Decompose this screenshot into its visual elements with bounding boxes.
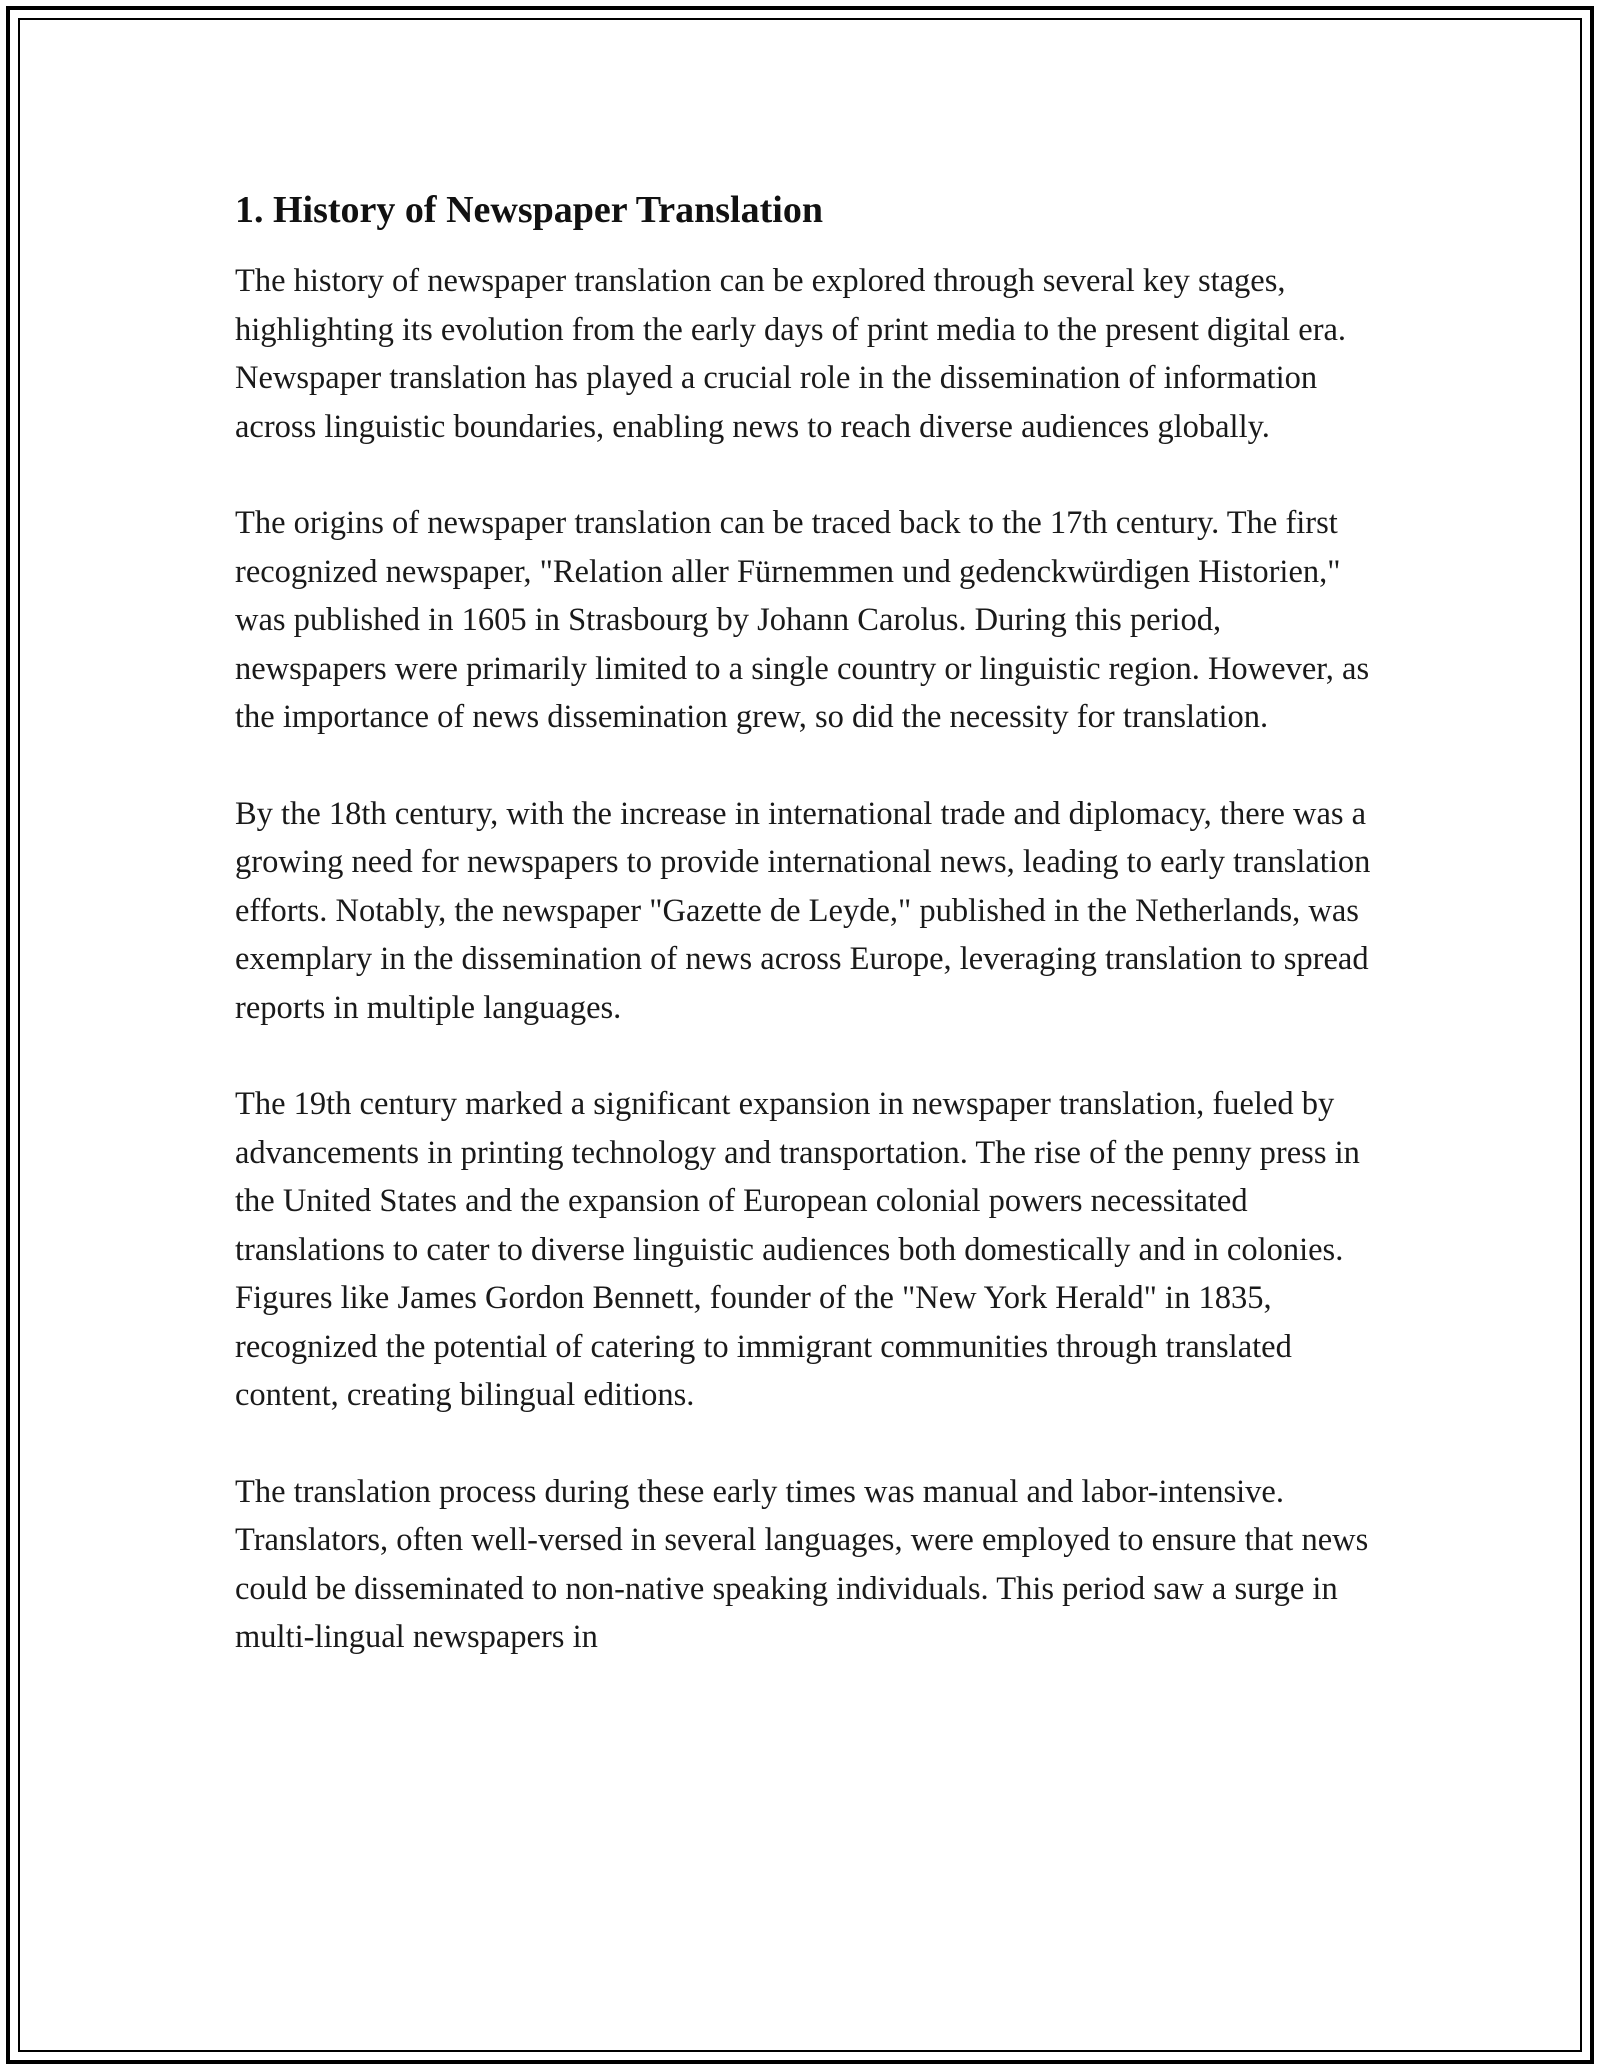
paragraph-origins: The origins of newspaper translation can be traced back to the 17th century. The first recognized newspaper, "Relation aller Fürnemmen und gedenckwürdigen Historien," was published in 1605 in Strasbourg by Johann Carolus. During this period, newspapers were primarily limited to a single country or linguistic region. However, as the importance of news dissemination grew, so did the necessity for translation. <box>235 505 1370 735</box>
paragraph-translation-process: The translation process during these early times was manual and labor-intensive. Translators, often well-versed in several languages, were employed to ensure that news could be disseminated to non-native speaking individuals. This period saw a surge in multi-lingual newspapers in <box>235 1473 1369 1655</box>
section-heading: 1. History of Newspaper Translation <box>235 189 823 231</box>
paragraph-intro: The history of newspaper translation can be explored through several key stages, highlighting its evolution from the early days of print media to the present digital era. Newspaper translation has played a crucial role in the dissemination of information across linguistic boundaries, enabling news to reach diverse audiences globally. <box>235 263 1347 445</box>
document-body <box>235 185 1375 1710</box>
paragraph-18th-century: By the 18th century, with the increase in international trade and diplomacy, there was a growing need for newspapers to provide international news, leading to early translation efforts. Notably, the newspaper "Gazette de Leyde," published in the Netherlands, was exemplary in the dissemination of news across Europe, leveraging translation to spread reports in multiple languages. <box>235 795 1371 1026</box>
paragraph-19th-century: The 19th century marked a significant expansion in newspaper translation, fueled by advancements in printing technology and transportation. The rise of the penny press in the United States and the expansion of European colonial powers necessitated translations to cater to diverse linguistic audiences both domestically and in colonies. Figures like James Gordon Bennett, founder of the "New York Herald" in 1835, recognized the potential of catering to immigrant communities through translated content, creating bilingual editions. <box>235 1086 1360 1413</box>
